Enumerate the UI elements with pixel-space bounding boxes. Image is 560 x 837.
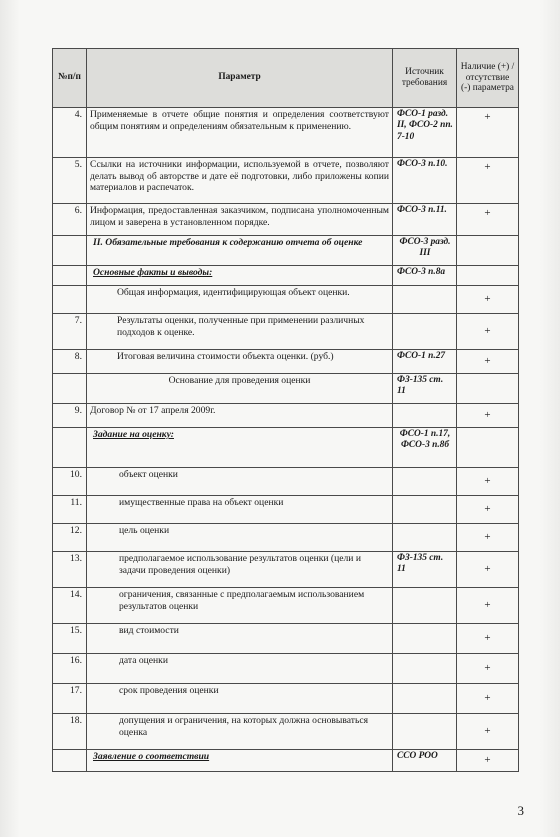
table-row [53, 404, 519, 428]
row-mark: + [457, 496, 519, 524]
row-mark [457, 374, 519, 404]
row-source: ФЗ-135 ст. 11 [393, 374, 457, 404]
page-number: 3 [517, 803, 524, 818]
row-number: 7. [53, 314, 87, 350]
row-number: 9. [53, 404, 87, 428]
row-source: ФЗ-135 ст. 11 [393, 552, 457, 588]
row-parameter: Итоговая величина стоимости объекта оценки. (руб.) [87, 350, 393, 374]
row-number [53, 286, 87, 314]
evaluation-checklist-table [52, 48, 519, 772]
row-number: 8. [53, 350, 87, 374]
table-row [53, 714, 519, 750]
row-parameter: срок проведения оценки [87, 684, 393, 714]
row-parameter: вид стоимости [87, 624, 393, 654]
section-heading: Заявление о соответствии [87, 750, 393, 772]
row-mark: + [457, 684, 519, 714]
table-row [53, 266, 519, 286]
row-mark: + [457, 404, 519, 428]
row-source: ФСО-1 п.17, ФСО-3 п.8б [393, 428, 457, 468]
row-source [393, 524, 457, 552]
table-row [53, 108, 519, 158]
row-parameter: Договор № от 17 апреля 2009г. [87, 404, 393, 428]
header-number: №п/п [53, 49, 87, 108]
row-source [393, 404, 457, 428]
row-parameter: имущественные права на объект оценки [87, 496, 393, 524]
row-parameter: Применяемые в отчете общие понятия и определения соответствуют общим понятиям и определениям обязательным к применению. [87, 108, 393, 158]
table-row [53, 552, 519, 588]
row-source [393, 468, 457, 496]
row-mark: + [457, 552, 519, 588]
row-parameter: ограничения, связанные с предполагаемым использованием результатов оценки [87, 588, 393, 624]
row-mark [457, 236, 519, 266]
row-number [53, 750, 87, 772]
row-mark: + [457, 714, 519, 750]
row-number [53, 266, 87, 286]
row-source: ФСО-1 разд. II, ФСО-2 пп. 7-10 [393, 108, 457, 158]
header-presence: Наличие (+) /отсутствие (-) параметра [457, 49, 519, 108]
row-mark: + [457, 204, 519, 236]
row-mark: + [457, 524, 519, 552]
table-row [53, 236, 519, 266]
section-heading: Задание на оценку: [87, 428, 393, 468]
row-number: 4. [53, 108, 87, 158]
row-mark: + [457, 286, 519, 314]
row-mark: + [457, 624, 519, 654]
row-source [393, 654, 457, 684]
header-source: Источник требования [393, 49, 457, 108]
row-mark: + [457, 468, 519, 496]
table-row [53, 524, 519, 552]
row-source: ФСО-3 разд. III [393, 236, 457, 266]
table-row [53, 314, 519, 350]
table-row [53, 588, 519, 624]
row-number [53, 428, 87, 468]
table-row [53, 428, 519, 468]
row-parameter: предполагаемое использование результатов оценки (цели и задачи проведения оценки) [87, 552, 393, 588]
row-source: ФСО-3 п.8а [393, 266, 457, 286]
header-parameter: Параметр [87, 49, 393, 108]
row-number: 11. [53, 496, 87, 524]
row-mark: + [457, 588, 519, 624]
row-parameter: допущения и ограничения, на которых должна основываться оценка [87, 714, 393, 750]
row-parameter: Информация, предоставленная заказчиком, подписана уполномоченным лицом и заверена в установленном порядке. [87, 204, 393, 236]
row-source [393, 714, 457, 750]
table-row [53, 374, 519, 404]
row-source [393, 286, 457, 314]
row-source [393, 314, 457, 350]
table-row [53, 158, 519, 204]
table-row [53, 496, 519, 524]
row-source: ФСО-3 п.10. [393, 158, 457, 204]
row-number: 12. [53, 524, 87, 552]
row-mark: + [457, 314, 519, 350]
row-mark: + [457, 350, 519, 374]
row-mark [457, 428, 519, 468]
section-heading: II. Обязательные требования к содержанию отчета об оценке [87, 236, 393, 266]
table-row [53, 654, 519, 684]
row-parameter: дата оценки [87, 654, 393, 684]
row-mark: + [457, 654, 519, 684]
row-mark [457, 266, 519, 286]
row-number: 17. [53, 684, 87, 714]
row-source: ФСО-1 п.27 [393, 350, 457, 374]
row-number: 16. [53, 654, 87, 684]
row-source [393, 496, 457, 524]
row-source [393, 588, 457, 624]
row-number [53, 236, 87, 266]
row-number: 14. [53, 588, 87, 624]
section-heading: Основные факты и выводы: [87, 266, 393, 286]
row-mark: + [457, 750, 519, 772]
row-parameter: Общая информация, идентифицирующая объект оценки. [87, 286, 393, 314]
row-source: ФСО-3 п.11. [393, 204, 457, 236]
row-number: 15. [53, 624, 87, 654]
row-number: 5. [53, 158, 87, 204]
row-source: ССО РОО [393, 750, 457, 772]
row-number: 10. [53, 468, 87, 496]
row-source [393, 684, 457, 714]
row-number: 18. [53, 714, 87, 750]
row-mark: + [457, 108, 519, 158]
table-row [53, 624, 519, 654]
table-row [53, 350, 519, 374]
table-header-row [53, 49, 519, 108]
row-source [393, 624, 457, 654]
row-parameter: цель оценки [87, 524, 393, 552]
table-row [53, 684, 519, 714]
row-parameter: Основание для проведения оценки [87, 374, 393, 404]
row-number: 6. [53, 204, 87, 236]
row-number [53, 374, 87, 404]
table-row [53, 468, 519, 496]
row-parameter: Ссылки на источники информации, используемой в отчете, позволяют делать вывод об авторстве и дате её подготовки, либо приложены копии материалов и распечаток. [87, 158, 393, 204]
row-number: 13. [53, 552, 87, 588]
table-row [53, 204, 519, 236]
row-parameter: объект оценки [87, 468, 393, 496]
row-parameter: Результаты оценки, полученные при применении различных подходов к оценке. [87, 314, 393, 350]
table-row [53, 286, 519, 314]
table-row [53, 750, 519, 772]
row-mark: + [457, 158, 519, 204]
